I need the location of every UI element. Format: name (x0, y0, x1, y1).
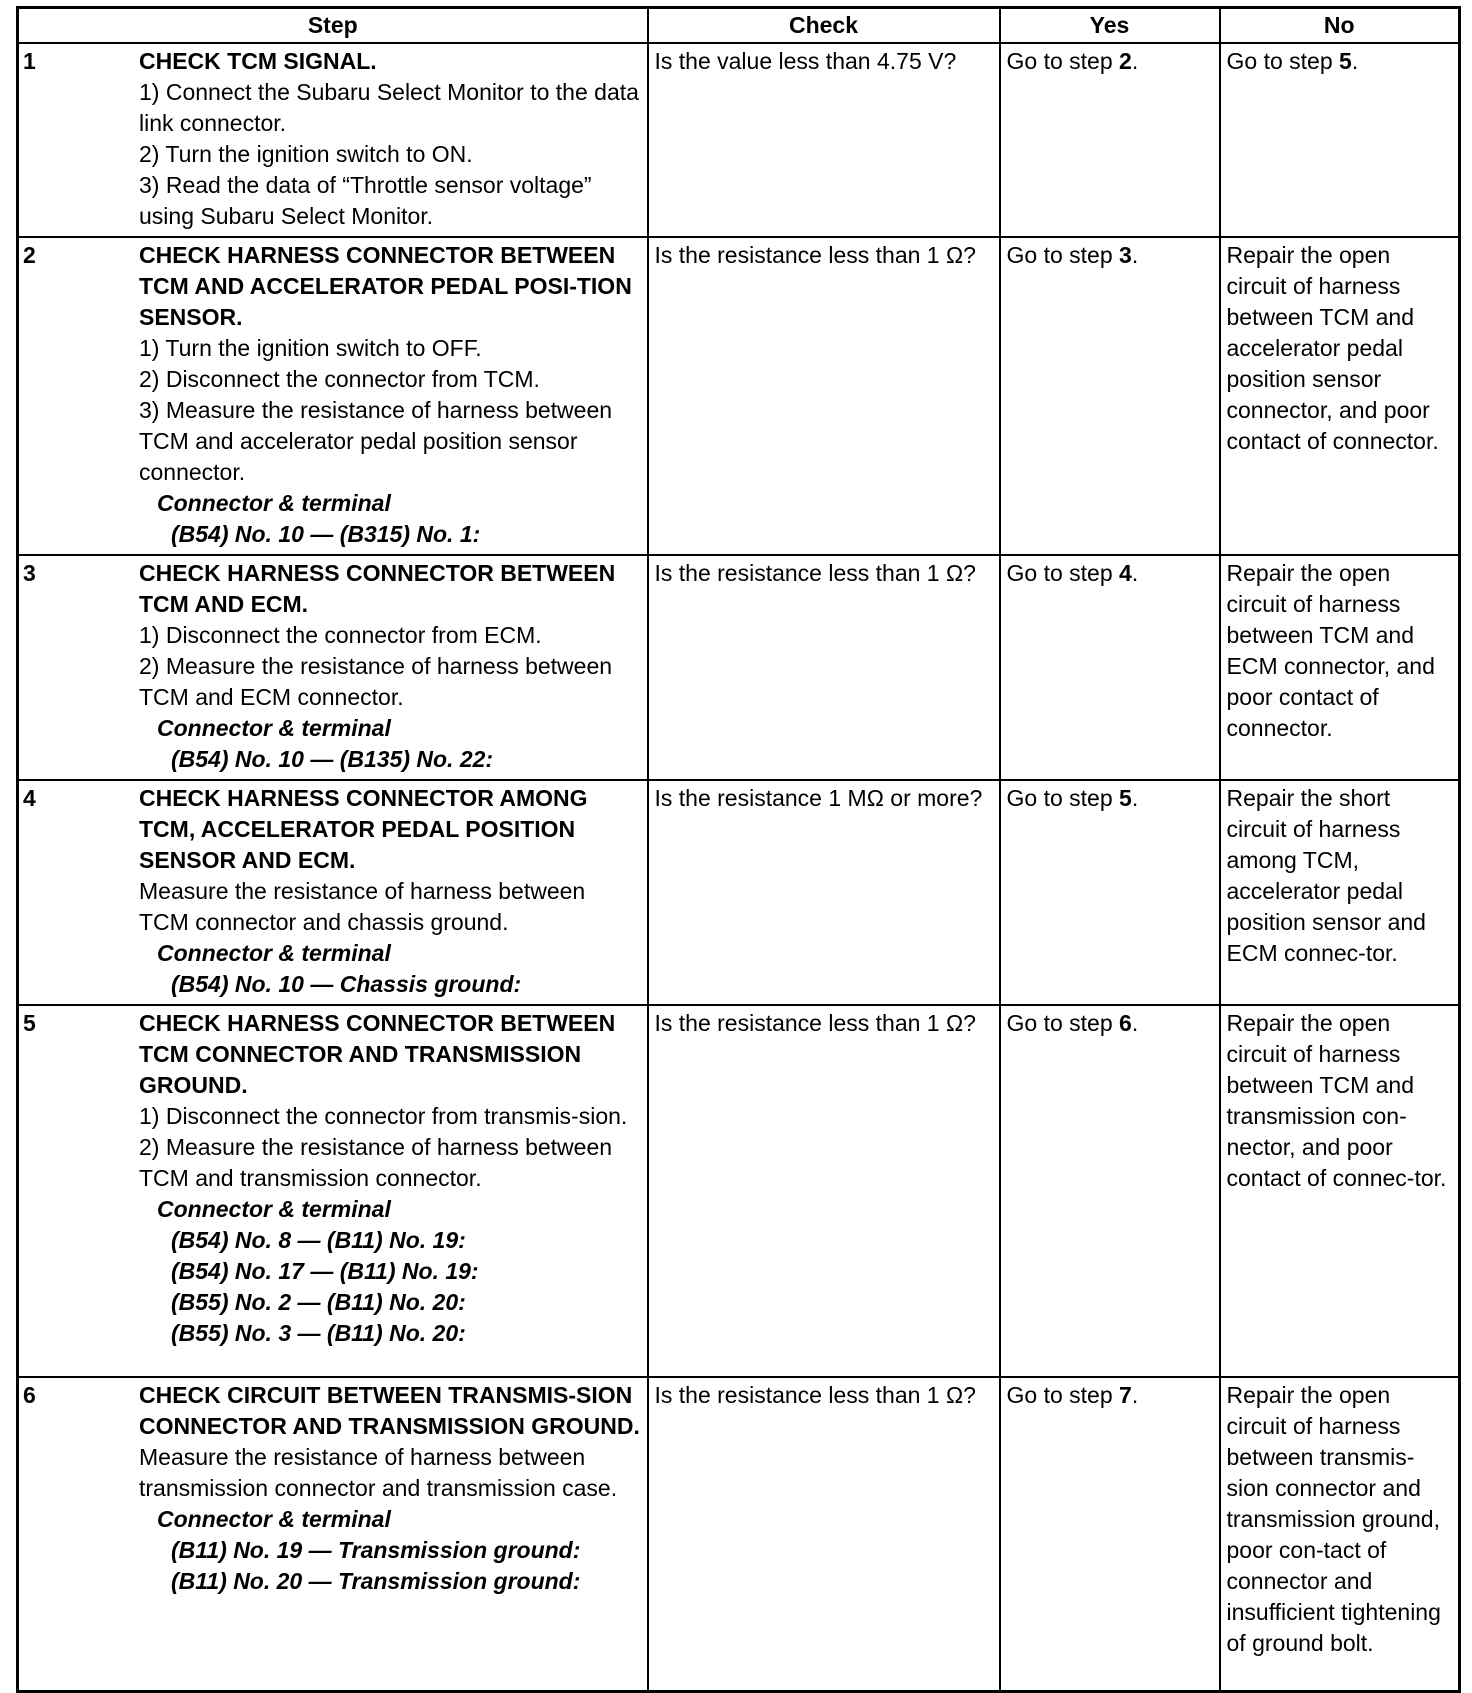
check-question: Is the value less than 4.75 V? (654, 48, 957, 74)
step-title: CHECK CIRCUIT BETWEEN TRANSMIS-SION CONNECTOR AND TRANSMISSION GROUND. (139, 1382, 640, 1439)
no-cell (1220, 1377, 1460, 1691)
instruction-line: 2) Disconnect the connector from TCM. (139, 366, 540, 392)
connector-terminal-item: (B54) No. 10 — Chassis ground: (171, 971, 522, 997)
check-cell (648, 237, 1000, 555)
step-number: 2 (23, 242, 36, 268)
instruction-line: Measure the resistance of harness between transmission connector and transmission case. (139, 1444, 618, 1501)
step-instructions (139, 620, 641, 713)
check-cell (648, 780, 1000, 1005)
yes-text-end: . (1131, 785, 1139, 811)
check-question: Is the resistance less than 1 Ω? (654, 1382, 976, 1408)
step-cell (18, 1377, 648, 1691)
connector-terminal-label: Connector & terminal (157, 490, 391, 516)
instruction-line: 2) Measure the resistance of harness between TCM and transmission connector. (139, 1134, 613, 1191)
step-number: 4 (23, 785, 36, 811)
instruction-line: 3) Read the data of “Throttle sensor voltage” using Subaru Select Monitor. (139, 172, 592, 229)
connector-terminal-item: (B54) No. 10 — (B315) No. 1: (171, 521, 481, 547)
yes-text: Go to step (1006, 1010, 1120, 1036)
step-number: 3 (23, 560, 36, 586)
yes-step-number: 3 (1119, 242, 1132, 268)
connector-terminal (139, 1504, 641, 1597)
yes-step-number: 6 (1119, 1010, 1132, 1036)
check-question: Is the resistance less than 1 Ω? (654, 242, 976, 268)
instruction-line: Measure the resistance of harness between TCM connector and chassis ground. (139, 878, 586, 935)
yes-text-end: . (1131, 560, 1139, 586)
step-title: CHECK HARNESS CONNECTOR BETWEEN TCM CONNECTOR AND TRANSMISSION GROUND. (139, 1010, 616, 1098)
yes-cell (1000, 43, 1220, 237)
yes-step-number: 7 (1119, 1382, 1132, 1408)
no-cell (1220, 237, 1460, 555)
step-instructions (139, 77, 641, 232)
step-number: 1 (23, 48, 36, 74)
yes-cell (1000, 1377, 1220, 1691)
connector-terminal-label: Connector & terminal (157, 1506, 391, 1532)
no-text: Repair the open circuit of harness between TCM and accelerator pedal position sensor connector, and poor contact of connector. (1226, 242, 1439, 454)
yes-text-end: . (1131, 1010, 1139, 1036)
no-cell (1220, 43, 1460, 237)
connector-terminal-item: (B55) No. 2 — (B11) No. 20: (171, 1289, 466, 1315)
check-cell (648, 555, 1000, 780)
no-text: Repair the short circuit of harness among TCM, accelerator pedal position sensor and ECM connec-tor. (1226, 785, 1426, 966)
step-title: CHECK TCM SIGNAL. (139, 48, 377, 74)
no-step-number: 5 (1339, 48, 1352, 74)
check-cell (648, 43, 1000, 237)
step-instructions (139, 1442, 641, 1504)
instruction-line: 2) Measure the resistance of harness between TCM and ECM connector. (139, 653, 613, 710)
header-yes: Yes (1000, 8, 1220, 44)
connector-terminal (139, 938, 641, 1000)
step-instructions (139, 333, 641, 488)
no-text: Repair the open circuit of harness between transmis-sion connector and transmission ground, poor con-tact of connector and insufficient tightening of ground bolt. (1226, 1382, 1441, 1656)
step-instructions (139, 1101, 641, 1194)
check-question: Is the resistance less than 1 Ω? (654, 1010, 976, 1036)
yes-text-end: . (1131, 1382, 1139, 1408)
connector-terminal-item: (B54) No. 17 — (B11) No. 19: (171, 1258, 479, 1284)
step-number: 6 (23, 1382, 36, 1408)
step-cell (18, 237, 648, 555)
instruction-line: 3) Measure the resistance of harness between TCM and accelerator pedal position sensor connector. (139, 397, 613, 485)
yes-text: Go to step (1006, 242, 1120, 268)
yes-text: Go to step (1006, 1382, 1120, 1408)
header-no: No (1220, 8, 1460, 44)
instruction-line: 1) Disconnect the connector from transmis-sion. (139, 1103, 628, 1129)
connector-terminal-item: (B54) No. 8 — (B11) No. 19: (171, 1227, 466, 1253)
no-text-end: . (1351, 48, 1359, 74)
connector-terminal-label: Connector & terminal (157, 940, 391, 966)
no-cell (1220, 555, 1460, 780)
step-instructions (139, 876, 641, 938)
header-check: Check (648, 8, 1000, 44)
yes-text-end: . (1131, 242, 1139, 268)
connector-terminal-item: (B11) No. 20 — Transmission ground: (171, 1568, 581, 1594)
step-title: CHECK HARNESS CONNECTOR BETWEEN TCM AND ECM. (139, 560, 616, 617)
connector-terminal-label: Connector & terminal (157, 1196, 391, 1222)
step-cell (18, 1005, 648, 1377)
no-cell (1220, 780, 1460, 1005)
check-cell (648, 1005, 1000, 1377)
diagnostic-table (16, 6, 1461, 1693)
table-row (18, 237, 1460, 555)
check-question: Is the resistance less than 1 Ω? (654, 560, 976, 586)
header-step: Step (18, 8, 648, 44)
table-row (18, 1005, 1460, 1377)
instruction-line: 1) Connect the Subaru Select Monitor to the data link connector. (139, 79, 639, 136)
table-row (18, 43, 1460, 237)
yes-text: Go to step (1006, 560, 1120, 586)
connector-terminal (139, 713, 641, 775)
connector-terminal-item: (B54) No. 10 — (B135) No. 22: (171, 746, 494, 772)
no-cell (1220, 1005, 1460, 1377)
connector-terminal-item: (B55) No. 3 — (B11) No. 20: (171, 1320, 466, 1346)
yes-cell (1000, 237, 1220, 555)
yes-cell (1000, 1005, 1220, 1377)
step-cell (18, 780, 648, 1005)
instruction-line: 1) Disconnect the connector from ECM. (139, 622, 542, 648)
page (16, 6, 1461, 1693)
no-text: Repair the open circuit of harness between TCM and ECM connector, and poor contact of connector. (1226, 560, 1435, 741)
yes-step-number: 5 (1119, 785, 1132, 811)
instruction-line: 1) Turn the ignition switch to OFF. (139, 335, 482, 361)
yes-cell (1000, 780, 1220, 1005)
yes-cell (1000, 555, 1220, 780)
step-cell (18, 555, 648, 780)
connector-terminal (139, 1194, 641, 1349)
check-question: Is the resistance 1 MΩ or more? (654, 785, 983, 811)
no-text: Go to step (1226, 48, 1340, 74)
yes-step-number: 2 (1119, 48, 1132, 74)
table-row (18, 1377, 1460, 1691)
yes-text: Go to step (1006, 48, 1120, 74)
yes-step-number: 4 (1119, 560, 1132, 586)
instruction-line: 2) Turn the ignition switch to ON. (139, 141, 473, 167)
no-text: Repair the open circuit of harness between TCM and transmission con-nector, and poor contact of connec-tor. (1226, 1010, 1447, 1191)
connector-terminal-item: (B11) No. 19 — Transmission ground: (171, 1537, 581, 1563)
step-cell (18, 43, 648, 237)
yes-text-end: . (1131, 48, 1139, 74)
table-row (18, 555, 1460, 780)
step-title: CHECK HARNESS CONNECTOR BETWEEN TCM AND ACCELERATOR PEDAL POSI-TION SENSOR. (139, 242, 632, 330)
table-row (18, 780, 1460, 1005)
yes-text: Go to step (1006, 785, 1120, 811)
step-title: CHECK HARNESS CONNECTOR AMONG TCM, ACCELERATOR PEDAL POSITION SENSOR AND ECM. (139, 785, 588, 873)
header-row (18, 8, 1460, 44)
step-number: 5 (23, 1010, 36, 1036)
check-cell (648, 1377, 1000, 1691)
connector-terminal-label: Connector & terminal (157, 715, 391, 741)
connector-terminal (139, 488, 641, 550)
